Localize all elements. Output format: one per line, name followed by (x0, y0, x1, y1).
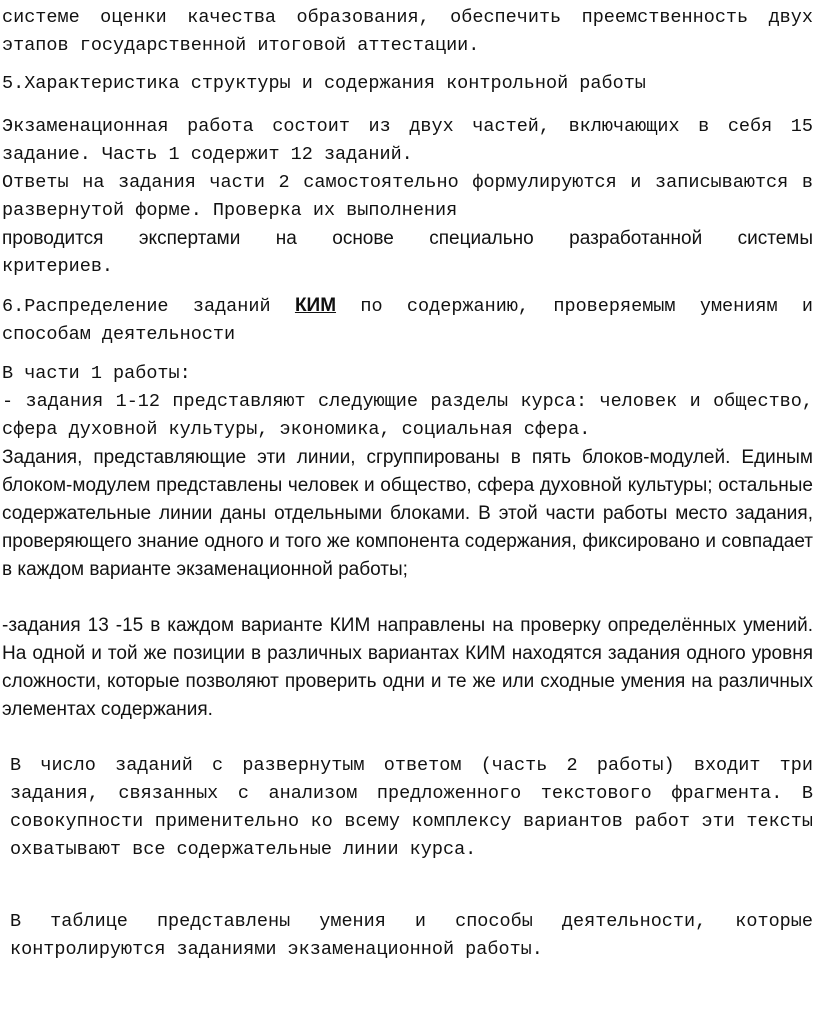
heading-6-prefix: 6.Распределение заданий (2, 296, 271, 317)
paragraph-part1-skills: -задания 13 -15 в каждом варианте КИМ направлены на проверку определённых умений. На одной и той же позиции в различных вариантах КИМ находятся задания одного уровня сложности, которые позволяют проверить одни и те же или сходные умения на различных элементах содержания. (2, 615, 813, 720)
section-heading-6 (2, 292, 813, 349)
paragraph-part2-tasks: В число заданий с развернутым ответом (часть 2 работы) входит три задания, связанных с анализом предложенного текстового фрагмента. В совокупности применительно ко всему комплексу вариантов работ эти тексты охватывают все содержательные линии курса. (10, 755, 813, 860)
paragraph-answers-part2: Ответы на задания части 2 самостоятельно формулируются и записываются в развернутой форме. Проверка их выполнения (2, 172, 813, 221)
paragraph-criteria-line: критериев. (2, 256, 114, 277)
part1-title: В части 1 работы: (2, 363, 191, 384)
paragraph-part1-tasks: - задания 1-12 представляют следующие разделы курса: человек и общество, сфера духовной культуры, экономика, социальная сфера. (2, 391, 813, 440)
section-heading-5: 5.Характеристика структуры и содержания контрольной работы (2, 73, 646, 94)
paragraph-part1-modules: Задания, представляющие эти линии, сгруппированы в пять блоков-модулей. Единым блоком-модулем представлены человек и общество, сфера духовной культуры; остальные содержательные линии даны отдельными блоками. В этой части работы место задания, проверяющего знание одного и того же компонента содержания, фиксировано и совпадает в каждом варианте экзаменационной работы; (2, 447, 813, 580)
heading-6-kim: КИМ (294, 295, 337, 316)
paragraph-intro: системе оценки качества образования, обеспечить преемственность двух этапов государственной итоговой аттестации. (2, 7, 813, 56)
heading-6-suffix: по содержанию, проверяемым умениям и способам деятельности (2, 296, 813, 345)
paragraph-experts-line: проводится экспертами на основе специально разработанной системы (2, 228, 813, 249)
paragraph-exam-structure: Экзаменационная работа состоит из двух частей, включающих в себя 15 задание. Часть 1 содержит 12 заданий. (2, 116, 813, 165)
paragraph-table-intro: В таблице представлены умения и способы деятельности, которые контролируются заданиями экзаменационной работы. (10, 911, 813, 960)
